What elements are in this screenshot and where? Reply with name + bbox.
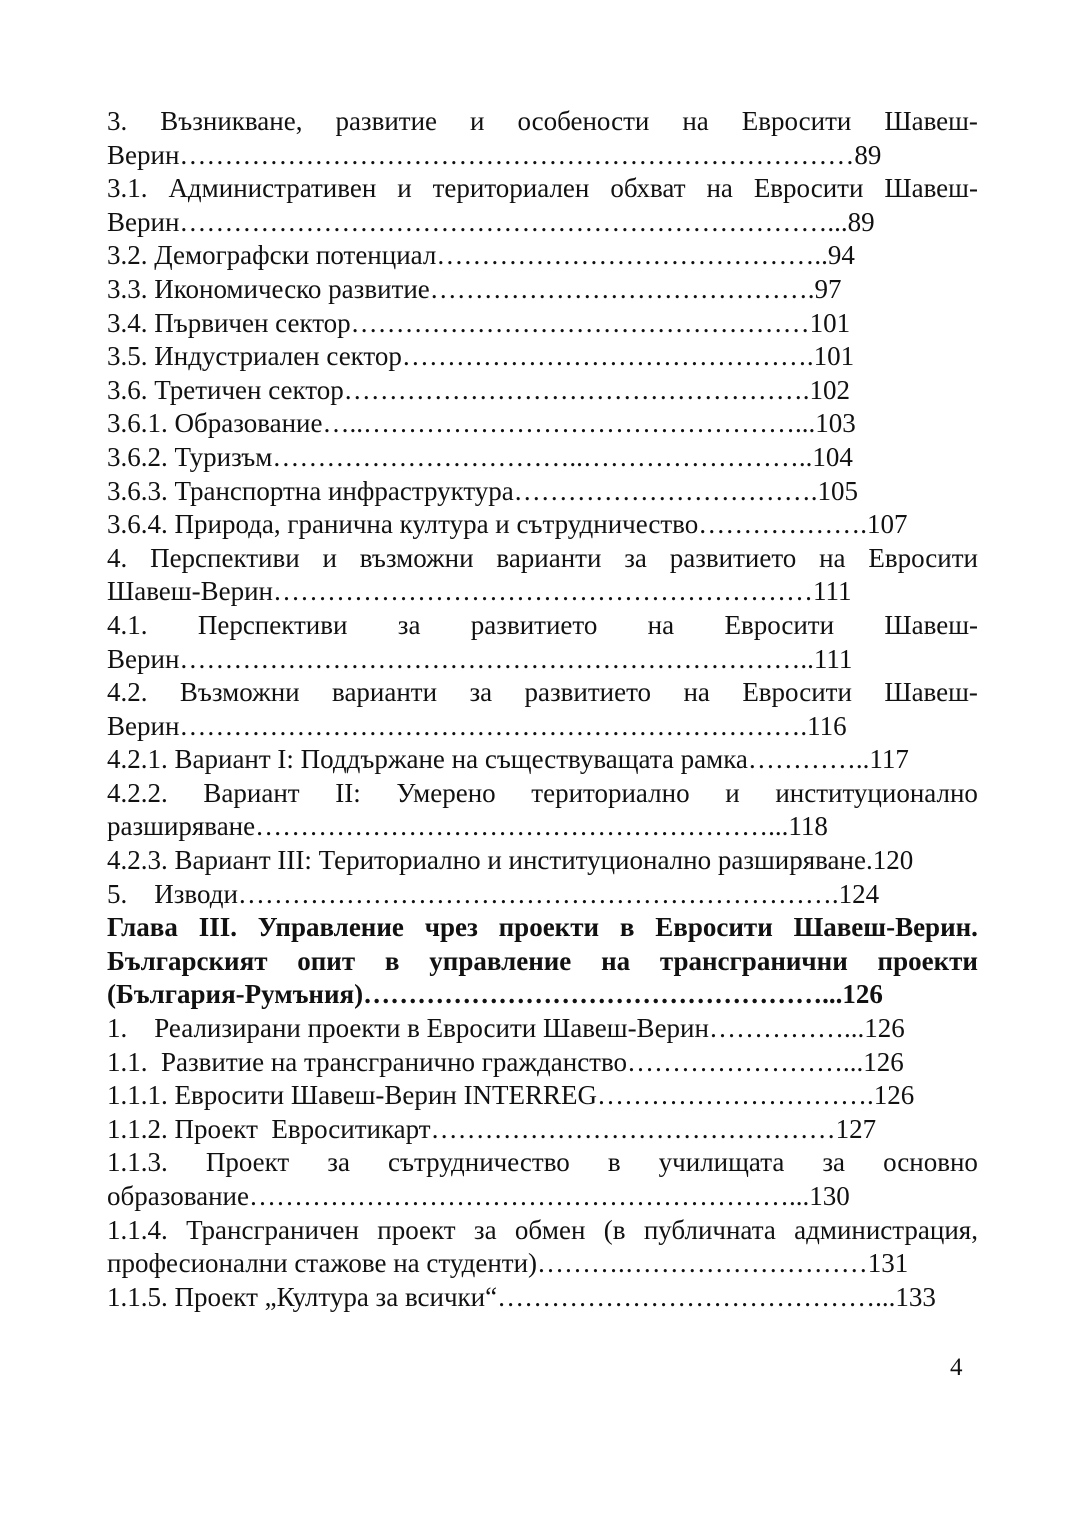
toc-word: Административен	[168, 173, 377, 204]
toc-word: развитието	[669, 542, 797, 573]
toc-word: проект	[377, 1214, 456, 1245]
toc-entry-3-line2[interactable]: Верин…………………………………………………………………89	[107, 139, 882, 170]
toc-word: Евросити	[742, 677, 852, 708]
chapter-word: Управление	[257, 912, 404, 943]
toc-word: обмен	[514, 1214, 586, 1245]
toc-word: администрация,	[794, 1214, 978, 1245]
toc-entry-ch3-1-1-1[interactable]: 1.1.1. Евросити Шавеш-Верин INTERREG………………………….126	[107, 1080, 915, 1111]
toc-word: на	[647, 609, 675, 640]
chapter-word: на	[601, 945, 631, 976]
toc-entry-4-2-2-line2[interactable]: разширяване…………………………………………………...118	[107, 811, 828, 842]
toc-word: териториален	[432, 173, 590, 204]
toc-word: 4.1.	[107, 609, 148, 640]
toc-word: за	[473, 1214, 497, 1245]
chapter-word: в	[619, 912, 635, 943]
toc-word: 1.1.3.	[107, 1147, 168, 1178]
toc-word: Перспективи	[197, 609, 348, 640]
toc-word: 4.2.2.	[107, 777, 168, 808]
toc-entry-3-6-1[interactable]: 3.6.1. Образование…..…………………………………………...103	[107, 408, 856, 439]
toc-word: възможни	[359, 542, 474, 573]
toc-word: Евросити	[868, 542, 978, 573]
toc-entry-ch3-1-1-3-line1	[107, 1146, 978, 1180]
toc-word: обхват	[610, 173, 686, 204]
toc-entry-ch3-1[interactable]: 1. Реализирани проекти в Евросити Шавеш-Верин……………...126	[107, 1013, 905, 1044]
toc-word: на	[682, 106, 709, 136]
toc-word: за	[397, 609, 421, 640]
toc-word: за	[327, 1147, 350, 1178]
toc-entry-4-2-line1	[107, 676, 978, 710]
toc-word: 3.1.	[107, 173, 148, 204]
toc-word: териториално	[531, 777, 690, 808]
page-number: 4	[950, 1354, 963, 1381]
toc-entry-4-line1	[107, 542, 978, 576]
toc-entry-3-line1	[107, 105, 978, 139]
chapter-word: опит	[297, 945, 356, 976]
toc-word: Шавеш-	[884, 173, 978, 204]
toc-word: и	[725, 777, 740, 808]
toc-word: Вариант	[203, 777, 300, 808]
toc-entry-3-5[interactable]: 3.5. Индустриален сектор……………………………………….101	[107, 341, 855, 372]
toc-word: на	[706, 173, 733, 204]
toc-word: основно	[883, 1147, 978, 1178]
toc-word: Възникване,	[160, 106, 303, 136]
chapter-word: проекти	[498, 912, 600, 943]
toc-word: Проект	[205, 1147, 290, 1178]
toc-entry-3-3[interactable]: 3.3. Икономическо развитие…………………………………….97	[107, 273, 842, 304]
chapter-word: III.	[198, 912, 237, 943]
toc-entry-5[interactable]: 5. Изводи………………………………………………………….124	[107, 878, 880, 909]
toc-word: Евросити	[753, 173, 864, 204]
chapter-word: Глава	[107, 912, 178, 943]
toc-word: II:	[335, 777, 361, 808]
toc-word: варианти	[332, 677, 438, 708]
toc-word: Евросити	[741, 106, 852, 136]
toc-word: 4.2.	[107, 677, 148, 708]
toc-word: Трансграничен	[186, 1214, 359, 1245]
toc-word: особености	[517, 106, 650, 136]
toc-word: развитието	[524, 677, 652, 708]
chapter-word: чрез	[424, 912, 478, 943]
toc-word: Възможни	[179, 677, 300, 708]
toc-entry-3-6-2[interactable]: 3.6.2. Туризъм……………………………..……………………..104	[107, 441, 853, 472]
toc-entry-3-1-line2[interactable]: Верин………………………………………………………………...89	[107, 206, 875, 237]
toc-word: (в	[603, 1214, 626, 1245]
toc-entry-ch3-1-1-4-line2[interactable]: професионални стажове на студенти)……….………………………131	[107, 1248, 909, 1279]
toc-entry-3-6[interactable]: 3.6. Третичен сектор…………………………………………….102	[107, 374, 850, 405]
toc-entry-ch3-1-1-5[interactable]: 1.1.5. Проект „Култура за всички“……………………………………...133	[107, 1281, 936, 1312]
toc-word: публичната	[643, 1214, 776, 1245]
toc-entry-4-1-line1	[107, 609, 978, 643]
toc-word: 3.	[107, 106, 128, 136]
toc-word: сътрудничество	[388, 1147, 570, 1178]
toc-word: за	[822, 1147, 846, 1178]
toc-entry-4-line2[interactable]: Шавеш-Верин……………………………………………………111	[107, 576, 852, 607]
toc-entry-4-2-2-line1	[107, 777, 978, 811]
toc-word: училищата	[658, 1147, 785, 1178]
toc-word: институционално	[775, 777, 978, 808]
toc-word: за	[469, 677, 493, 708]
toc-word: в	[607, 1147, 621, 1178]
toc-word: и	[470, 106, 485, 136]
toc-entry-3-6-3[interactable]: 3.6.3. Транспортна инфраструктура…………………………….105	[107, 475, 859, 506]
toc-entry-ch3-1-1-3-line2[interactable]: образование……………………………………………………...130	[107, 1181, 850, 1211]
toc-word: Перспективи	[150, 542, 300, 573]
toc-entry-3-6-4[interactable]: 3.6.4. Природа, гранична култура и сътрудничество……………….107	[107, 509, 908, 540]
chapter-word: проекти	[877, 945, 978, 976]
toc-word: Шавеш-	[884, 677, 978, 708]
toc-word: на	[819, 542, 846, 573]
chapter-word: управление	[429, 945, 572, 976]
toc-entry-ch3-1-1[interactable]: 1.1. Развитие на трансгранично гражданство……………………...126	[107, 1046, 904, 1077]
toc-word: Шавеш-	[884, 106, 978, 136]
toc-word: и	[322, 542, 337, 573]
chapter-word: трансгранични	[659, 945, 848, 976]
toc-word: за	[624, 542, 647, 573]
chapter-word: в	[384, 945, 400, 976]
toc-word: 1.1.4.	[107, 1214, 168, 1245]
toc-word: Евросити	[724, 609, 835, 640]
toc-entry-4-2-3[interactable]: 4.2.3. Вариант III: Териториално и институционално разширяване.120	[107, 845, 914, 876]
toc-entry-4-2-line2[interactable]: Верин…………………………………………………………….116	[107, 710, 847, 741]
toc-word: и	[397, 173, 412, 204]
toc-word: варианти	[496, 542, 602, 573]
toc-entry-3-2[interactable]: 3.2. Демографски потенциал……………………………………..94	[107, 240, 855, 271]
table-of-contents	[107, 105, 978, 1314]
chapter-3-heading-line3[interactable]: (България-Румъния)……………………………………………...126	[107, 979, 883, 1010]
toc-entry-3-4[interactable]: 3.4. Първичен сектор……………………………………………101	[107, 307, 851, 338]
chapter-word: Българският	[107, 945, 268, 976]
toc-word: развитието	[470, 609, 598, 640]
toc-entry-4-1-line2[interactable]: Верин……………………………………………………………..111	[107, 643, 853, 674]
toc-entry-ch3-1-1-4-line1	[107, 1214, 978, 1248]
toc-word: Шавеш-	[884, 609, 978, 640]
toc-entry-ch3-1-1-2[interactable]: 1.1.2. Проект Евроситикарт………………………………………127	[107, 1113, 877, 1144]
chapter-3-heading-line2	[107, 945, 978, 979]
chapter-3-heading-line1	[107, 911, 978, 945]
chapter-word: Евросити	[655, 912, 773, 943]
toc-word: Умерено	[396, 777, 496, 808]
toc-word: 4.	[107, 542, 128, 573]
toc-entry-4-2-1[interactable]: 4.2.1. Вариант I: Поддържане на съществуващата рамка…………..117	[107, 744, 909, 775]
toc-word: на	[683, 677, 710, 708]
toc-entry-3-1-line1	[107, 172, 978, 206]
chapter-word: Шавеш-Верин.	[793, 912, 978, 943]
toc-word: развитие	[335, 106, 438, 136]
